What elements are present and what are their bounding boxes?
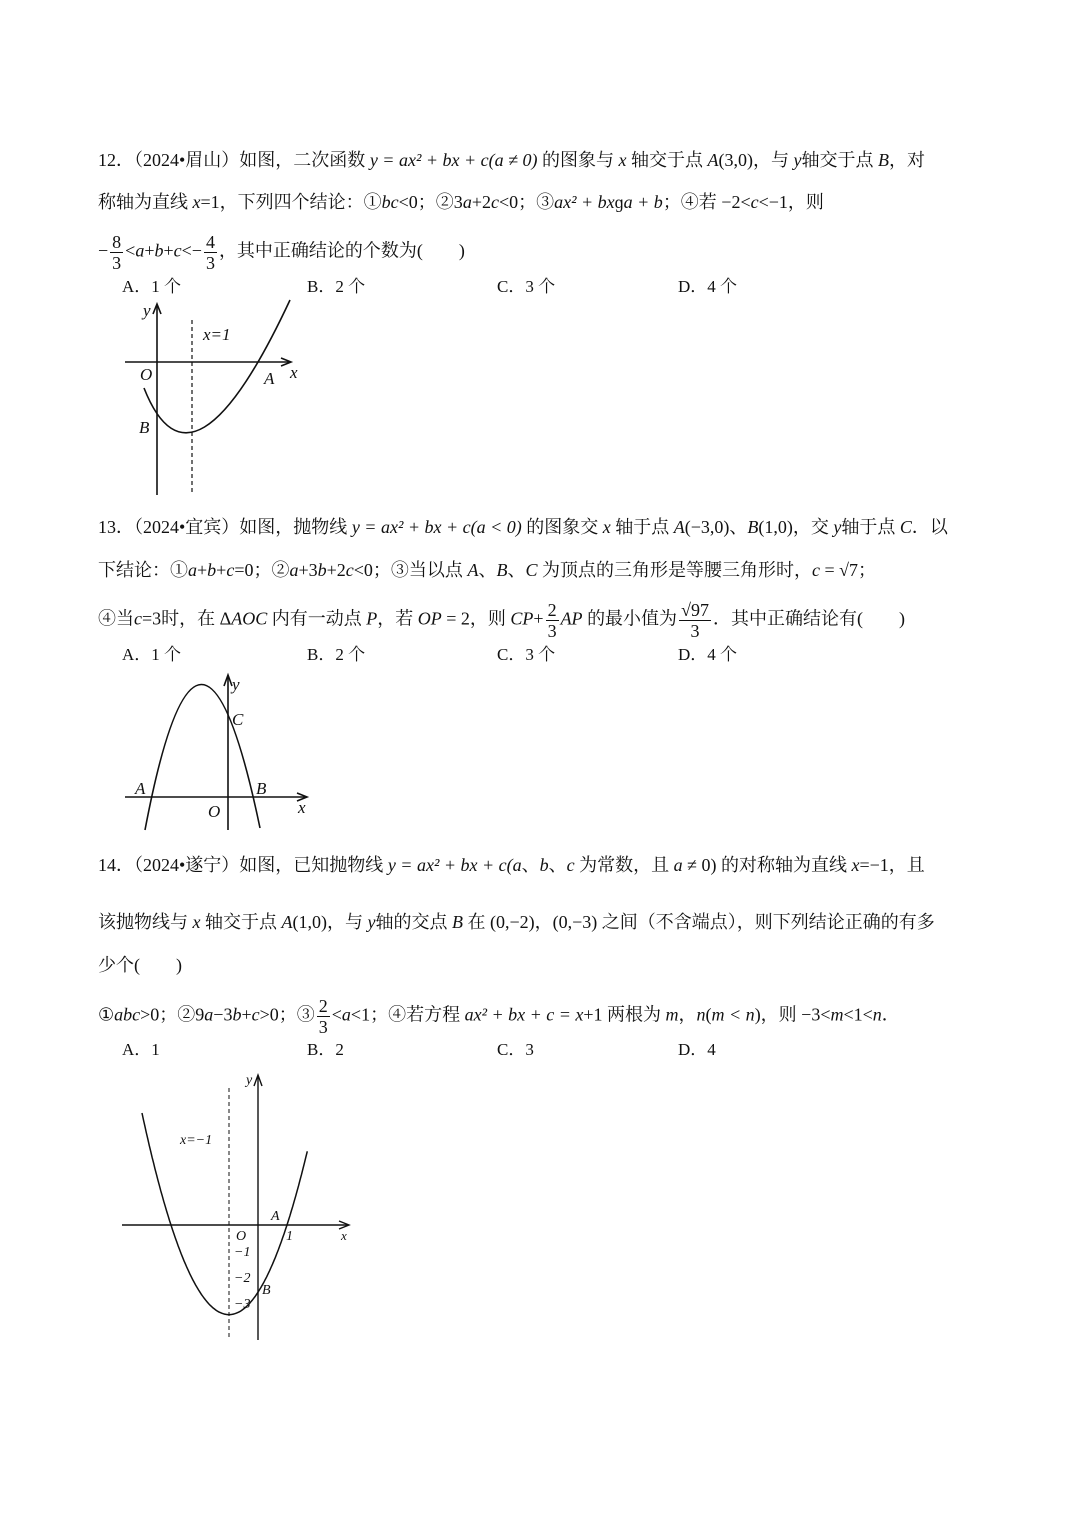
label-A: A (271, 1209, 280, 1224)
text: 少个( ) (98, 955, 182, 975)
math-text: a (462, 192, 472, 212)
tick-1: 1 (286, 1229, 293, 1244)
text: 为常数，且 (574, 855, 674, 875)
numerator: 2 (547, 600, 557, 620)
denominator: 3 (112, 253, 122, 273)
text: ；④若 −2< (662, 192, 751, 212)
math-text: y = ax² + bx + c(a < 0) (351, 517, 522, 537)
label-x: x (290, 363, 298, 382)
numerator: 2 (318, 996, 328, 1016)
text: <1；④若方程 (350, 1004, 465, 1025)
math-text: B (747, 517, 759, 537)
text: 的图象交 (521, 517, 603, 537)
text: 、 (521, 855, 540, 875)
label-O: O (208, 802, 221, 821)
label-y: y (246, 1073, 253, 1088)
label-B: B (139, 418, 150, 437)
math-text: x (618, 150, 627, 170)
text: (1,0)，与 (292, 912, 368, 932)
option-C[interactable]: C．3 个 (497, 277, 556, 296)
math-text: a (341, 1004, 351, 1025)
text: 、 (507, 560, 526, 580)
text: 14．（2024•遂宁）如图，已知抛物线 (98, 855, 388, 875)
math-text: x (851, 855, 860, 875)
math-text: y = ax² + bx + c(a ≠ 0) (369, 150, 538, 170)
denominator: 3 (690, 621, 700, 641)
option-D[interactable]: D．4 个 (678, 277, 738, 296)
text: ．其中正确结论有( ) (712, 608, 905, 629)
denominator: 3 (205, 253, 215, 273)
text: 轴于点 (610, 517, 674, 537)
text: +1 两根为 (583, 1004, 666, 1025)
option-C[interactable]: C．3 个 (497, 645, 556, 664)
math-text: a (204, 1004, 214, 1025)
text: − (98, 240, 109, 261)
label-A: A (264, 369, 275, 388)
text: = √7； (819, 560, 876, 580)
math-text: a + b (623, 192, 663, 212)
text: 该抛物线与 (98, 912, 193, 932)
math-text: x (192, 192, 201, 212)
math-text: B (877, 150, 889, 170)
text: >0；③ (259, 1004, 315, 1025)
label-x: x (341, 1228, 347, 1243)
label-O: O (236, 1229, 247, 1244)
text: 称轴为直线 (98, 192, 193, 212)
denominator: 3 (318, 1017, 328, 1037)
math-text: b (207, 560, 217, 580)
math-text: y (793, 150, 802, 170)
math-text: c (811, 560, 820, 580)
label-x-eq-1: x=1 (203, 325, 231, 344)
text: )，则 −3< (754, 1004, 831, 1025)
text: <− (181, 240, 202, 261)
math-text: a (135, 240, 145, 261)
text: 轴于点 (841, 517, 900, 537)
text: (3,0)，与 (718, 150, 794, 170)
text: =−1，且 (859, 855, 925, 875)
parabola-13 (145, 684, 260, 830)
denominator: 3 (547, 621, 557, 641)
text: <−1，则 (758, 192, 824, 212)
text: ( (705, 1004, 712, 1025)
parabola-14 (142, 1113, 307, 1315)
text: 轴交于点 (801, 150, 878, 170)
math-text: bc (381, 192, 399, 212)
option-B[interactable]: B．2 (307, 1040, 344, 1059)
text: < (125, 240, 136, 261)
label-A: A (135, 779, 146, 798)
math-text: C (525, 560, 538, 580)
math-text: c (251, 1004, 260, 1025)
math-text: y (833, 517, 842, 537)
text: < (331, 1004, 342, 1025)
text: <0；③当以点 (353, 560, 468, 580)
math-text: ax² + bx + c = x (464, 1004, 584, 1025)
math-text: A (673, 517, 685, 537)
tick-minus-3: −3 (234, 1297, 251, 1312)
math-text: ax² + bx (554, 192, 615, 212)
option-B[interactable]: B．2 个 (307, 645, 366, 664)
text: <0；③ (498, 192, 555, 212)
text: ④当 (98, 608, 134, 629)
text: ，其中正确结论的个数为( ) (218, 240, 465, 261)
math-text: c (226, 560, 235, 580)
numerator: 8 (112, 232, 122, 252)
numerator: √97 (681, 600, 709, 620)
text: <1< (843, 1004, 873, 1025)
text: + (144, 240, 155, 261)
text: + (197, 560, 208, 580)
text: 在 (0,−2)，(0,−3) 之间（不含端点），则下列结论正确的有多 (463, 912, 935, 932)
text: + (163, 240, 174, 261)
text: −3 (213, 1004, 233, 1025)
text: +2 (471, 192, 491, 212)
option-D[interactable]: D．4 (678, 1040, 716, 1059)
math-text: AOC (231, 608, 268, 629)
math-text: c (173, 240, 182, 261)
math-text: P (366, 608, 378, 629)
math-text: b (317, 560, 327, 580)
math-text: y = ax² + bx + c(a (387, 855, 522, 875)
math-text: a (289, 560, 299, 580)
text: = 2，则 (441, 608, 511, 629)
text: =3时，在 Δ (142, 608, 232, 629)
option-C[interactable]: C．3 (497, 1040, 534, 1059)
math-text: C (899, 517, 912, 537)
text: 轴交于点 (626, 150, 708, 170)
text: 12．（2024•眉山）如图，二次函数 (98, 150, 370, 170)
option-A[interactable]: A．1 个 (122, 277, 182, 296)
text: >0；②9 (140, 1004, 205, 1025)
math-text: AP (560, 608, 583, 629)
text: 轴交于点 (200, 912, 282, 932)
math-text: c (134, 608, 142, 629)
math-text: A (281, 912, 293, 932)
math-text: A (707, 150, 719, 170)
text: 轴的交点 (375, 912, 452, 932)
option-D[interactable]: D．4 个 (678, 645, 738, 664)
text: + (241, 1004, 252, 1025)
option-A[interactable]: A．1 (122, 1040, 160, 1059)
math-text: x (602, 517, 611, 537)
text: ① (98, 1004, 115, 1025)
text: + (216, 560, 227, 580)
math-text: n (872, 1004, 882, 1025)
math-text: b (232, 1004, 242, 1025)
text: + (533, 608, 544, 629)
math-text: b (154, 240, 164, 261)
math-text: n (696, 1004, 706, 1025)
label-y: y (143, 301, 151, 320)
option-B[interactable]: B．2 个 (307, 277, 366, 296)
math-text: b (539, 855, 549, 875)
text: +2 (326, 560, 346, 580)
text: ɡ (614, 192, 624, 212)
text: 、 (548, 855, 567, 875)
text: ，对 (888, 150, 925, 170)
math-text: B (452, 912, 463, 932)
label-x-eq-minus-1: x=−1 (180, 1133, 213, 1148)
text: <0；②3 (398, 192, 463, 212)
label-O: O (140, 365, 153, 384)
math-text: c (345, 560, 354, 580)
label-C: C (232, 710, 244, 729)
text: 13．（2024•宜宾）如图，抛物线 (98, 517, 352, 537)
math-text: x (192, 912, 201, 932)
math-text: CP (510, 608, 534, 629)
math-text: c (750, 192, 759, 212)
math-text: m (665, 1004, 679, 1025)
text: (−3,0)、 (684, 517, 748, 537)
tick-minus-1: −1 (234, 1245, 251, 1260)
text: 、 (478, 560, 497, 580)
parabola-12 (144, 300, 290, 433)
math-text: OP (417, 608, 442, 629)
math-text: A (467, 560, 479, 580)
text: 为顶点的三角形是等腰三角形时， (537, 560, 812, 580)
text: ． (881, 1004, 900, 1025)
text: =0；② (234, 560, 290, 580)
math-text: m < n (711, 1004, 755, 1025)
text: +3 (298, 560, 318, 580)
text: 内有一动点 (267, 608, 367, 629)
label-y: y (232, 675, 240, 694)
math-text: a (673, 855, 683, 875)
text: (1,0)，交 (758, 517, 834, 537)
math-text: y (367, 912, 376, 932)
math-text: B (496, 560, 508, 580)
text: 下结论：① (98, 560, 188, 580)
tick-minus-2: −2 (234, 1271, 251, 1286)
math-text: m (830, 1004, 844, 1025)
math-text: a (188, 560, 197, 580)
math-text: abc (114, 1004, 141, 1025)
text: ， (678, 1004, 697, 1025)
text: ≠ 0) 的对称轴为直线 (682, 855, 852, 875)
math-text: c (490, 192, 499, 212)
text: ，若 (377, 608, 418, 629)
text: ．以 (911, 517, 948, 537)
label-x: x (298, 798, 306, 817)
numerator: 4 (205, 232, 215, 252)
math-text: c (566, 855, 575, 875)
label-B: B (256, 779, 267, 798)
label-B: B (262, 1283, 271, 1298)
text: =1，下列四个结论：① (200, 192, 382, 212)
text: 的最小值为 (582, 608, 678, 629)
option-A[interactable]: A．1 个 (122, 645, 182, 664)
text: 的图象与 (537, 150, 619, 170)
